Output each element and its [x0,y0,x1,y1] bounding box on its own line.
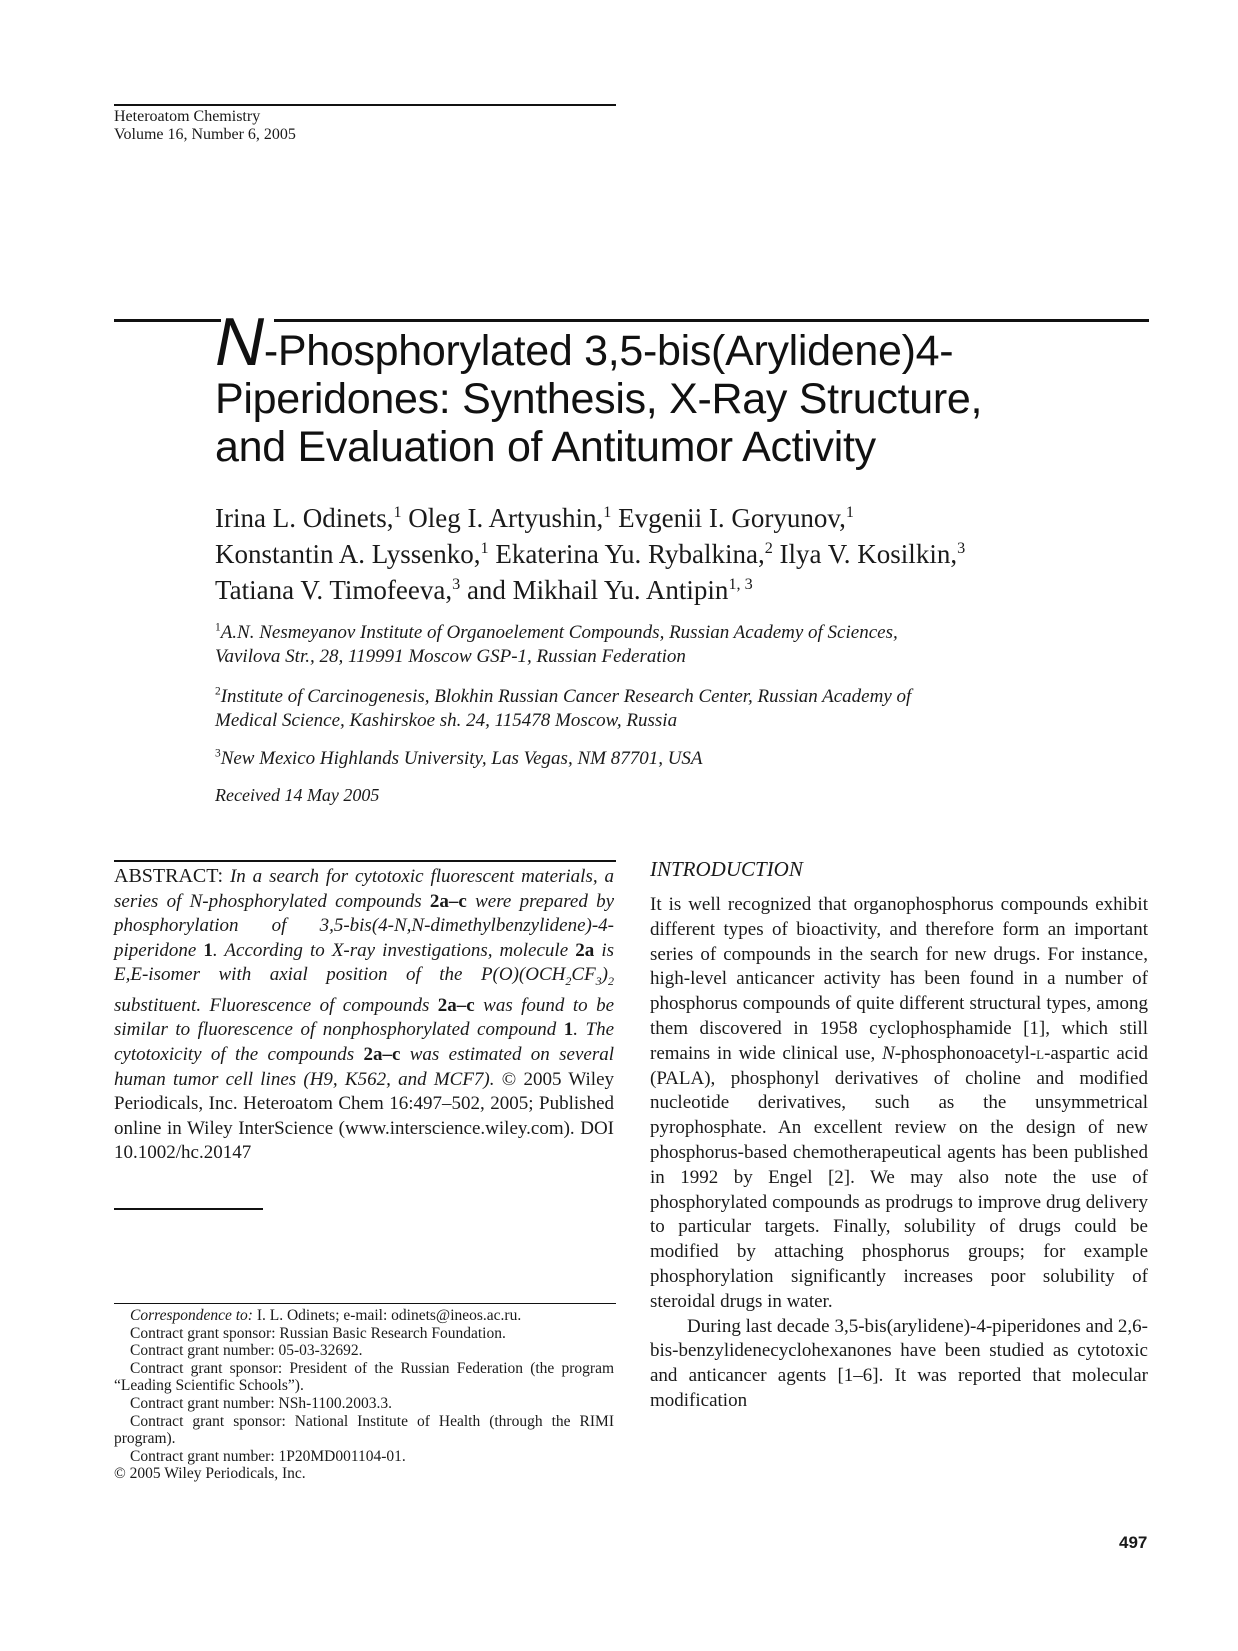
abstract: ABSTRACT: In a search for cytotoxic fluorescent materials, a series of N-phosphorylated compounds 2a–c were prepared by phosphorylation of 3,5-bis(4-N,N-dimethylbenzylidene)-4-piperidone 1. According to X-ray investigations, molecule 2a is E,E-isomer with axial position of the $P(O)(OCH_2CF_3)_2$ substituent. Fluorescence of compounds 2a–c was found to be similar to fluorescence of nonphosphorylated compound 1. The cytotoxicity of the compounds 2a–c was estimated on several human tumor cell lines (H9, K562, and MCF7). © 2005 Wiley Periodicals, Inc. Heteroatom Chem 16:497–502, 2005; Published online in Wiley InterScience (www.interscience.wiley.com). DOI 10.1002/hc.20147 [114,865,615,1164]
affiliation-1: $^1$A.N. Nesmeyanov Institute of Organoelement Compounds, Russian Academy of Sciences, Vavilova Str., 28, 119991 Moscow GSP-1, Russian Federation [215,621,898,667]
footnotes [114,1307,614,1483]
title-line-3: and Evaluation of Antitumor Activity [215,423,876,471]
abstract-citation: © 2005 Wiley Periodicals, Inc. Heteroatom Chem 16:497–502, 2005; Published online in Wiley InterScience (www.interscience.wiley.com). DOI 10.1002/hc.20147 [114,1068,615,1164]
title-line-2: Piperidones: Synthesis, X-Ray Structure, [215,375,983,423]
author-name: Tatiana V. Timofeeva, [215,575,453,605]
abstract-bottom-rule [114,1208,263,1210]
affiliation-3: $^3$New Mexico Highlands University, Las Vegas, NM 87701, USA [215,747,703,769]
author-line-3: Tatiana V. Timofeeva,$^3$ and Mikhail Yu. Antipin$^{1, 3}$ [215,575,753,605]
affiliation-2: $^2$Institute of Carcinogenesis, Blokhin Russian Cancer Research Center, Russian Academy of Medical Science, Kashirskoe sh. 24, 115478 Moscow, Russia [215,685,912,731]
grant-note: Contract grant sponsor: President of the Russian Federation (the program “Leading Scientific Schools”). [114,1359,614,1395]
author-name: Ekaterina Yu. Rybalkina, [495,539,765,569]
author-name: Konstantin A. Lyssenko, [215,539,481,569]
grant-note: Contract grant sponsor: National Institute of Health (through the RIMI program). [114,1412,614,1448]
copyright-note: © 2005 Wiley Periodicals, Inc. [114,1465,306,1483]
author-name: Irina L. Odinets, [215,503,394,533]
title-rule-left [114,319,221,322]
author-name: Evgenii I. Goryunov, [618,503,846,533]
author-line-1: Irina L. Odinets,$^1$ Oleg I. Artyushin,$^1$ Evgenii I. Goryunov,$^1$ [215,503,854,533]
intro-paragraph-2: During last decade 3,5-bis(arylidene)-4-piperidones and 2,6-bis-benzylidenecyclohexanones have been studied as cytotoxic and anticancer agents [1–6]. It was reported that molecular modification [650,1315,1148,1411]
received-date: Received 14 May 2005 [215,785,380,805]
abstract-label: ABSTRACT: [114,865,224,887]
grant-note: Contract grant sponsor: Russian Basic Research Foundation. [130,1324,506,1342]
author-list [215,500,1145,608]
introduction-body [650,893,1148,1414]
journal-info [114,108,296,144]
header-rule [114,104,616,106]
footnote-rule [114,1303,616,1304]
title-line-1: N-Phosphorylated 3,5-bis(Arylidene)4- [215,304,954,380]
grant-note: Contract grant number: 05-03-32692. [130,1342,363,1360]
author-line-2: Konstantin A. Lyssenko,$^1$ Ekaterina Yu. Rybalkina,$^2$ Ilya V. Kosilkin,$^3$ [215,539,966,569]
author-name: and Mikhail Yu. Antipin [466,575,729,605]
intro-paragraph-1: It is well recognized that organophosphorus compounds exhibit different types of bioactivity, and therefore form an important series of compounds in the search for new drugs. For instance, high-level anticancer activity has been found in a number of phosphorus compounds of quite different structural types, among them discovered in 1958 cyclophosphamide [1], which still remains in wide clinical use, N-phosphonoacetyl-l-aspartic acid (PALA), phosphonyl derivatives of choline and modified nucleotide derivatives, such as the unsymmetrical pyrophosphate. An excellent review on the design of new phosphorus-based chemotherapeutical agents has been published in 1992 by Engel [2]. We may also note the use of phosphorylated compounds as prodrugs to improve drug delivery to particular targets. Finally, solubility of drugs could be modified by attaching phosphorus groups; for example phosphorylation significantly increases poor solubility of steroidal drugs in water. [650,894,1148,1312]
title-initial: N [215,304,264,380]
correspondence-note: Correspondence to: I. L. Odinets; e-mail: odinets@ineos.ac.ru. [130,1307,522,1324]
journal-name: Heteroatom Chemistry [114,108,261,125]
abstract-top-rule [114,860,616,862]
author-name: Ilya V. Kosilkin, [779,539,958,569]
paper-title [215,304,1175,471]
page-number: 497 [1119,1533,1148,1552]
journal-volume: Volume 16, Number 6, 2005 [114,126,296,143]
grant-note: Contract grant number: NSh-1100.2003.3. [130,1394,393,1412]
author-name: Oleg I. Artyushin, [408,503,604,533]
section-heading-introduction: INTRODUCTION [650,857,803,881]
grant-note: Contract grant number: 1P20MD001104-01. [130,1447,406,1465]
